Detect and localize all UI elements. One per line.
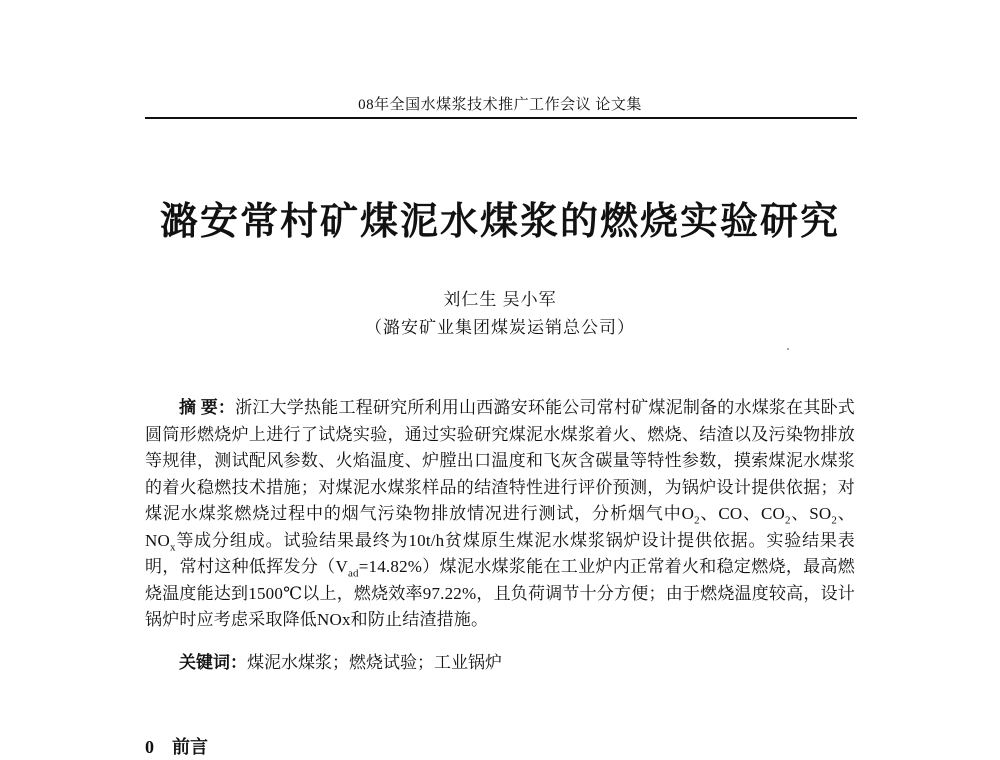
section-number: 0 xyxy=(145,737,154,757)
abstract-so2-subscript: 2 xyxy=(831,514,838,527)
keywords-label: 关键词： xyxy=(179,653,247,672)
paper-authors: 刘仁生 吴小军 xyxy=(443,290,557,309)
abstract-text-3: 、SO xyxy=(790,504,832,523)
header-rule xyxy=(145,117,857,119)
keywords-line xyxy=(179,650,839,676)
paper-affiliation: （潞安矿业集团煤炭运销总公司） xyxy=(365,318,635,337)
abstract-paragraph xyxy=(145,395,855,634)
section-title: 前言 xyxy=(172,737,208,757)
keywords-text: 煤泥水煤浆；燃烧试验；工业锅炉 xyxy=(247,653,502,672)
abstract-nox-subscript: x xyxy=(169,540,176,553)
running-header: 08年全国水煤浆技术推广工作会议 论文集 xyxy=(358,97,642,113)
abstract-co2-subscript: 2 xyxy=(784,514,791,527)
abstract-text-4: 、NO xyxy=(145,504,855,550)
paper-title: 潞安常村矿煤泥水煤浆的燃烧实验研究 xyxy=(159,201,840,243)
abstract-o2-subscript: 2 xyxy=(694,514,700,527)
abstract-text-1: 浙江大学热能工程研究所利用山西潞安环能公司常村矿煤泥制备的水煤浆在其卧式圆筒形燃烧炉上进行了试烧实验，通过实验研究煤泥水煤浆着火、燃烧、结渣以及污染物排放等规律，测试配风参数、火焰温度、炉膛出口温度和飞灰含碳量等特性参数，摸索煤泥水煤浆的着火稳燃技术措施；对煤泥水煤浆样品的结渣特性进行评价预测，为锅炉设计提供依据；对煤泥水煤浆燃烧过程中的烟气污染物排放情况进行测试，分析烟气中O xyxy=(145,398,855,523)
abstract-text-2: 、CO、CO xyxy=(699,504,785,523)
abstract-label: 摘 要： xyxy=(179,398,236,417)
abstract-text-5: 等成分组成。试验结果最终为10t/h贫煤原生煤泥水煤浆锅炉设计提供依据。实验结果表明，常村这种低挥发分（V xyxy=(145,530,855,576)
section-heading xyxy=(145,733,208,759)
scan-speck xyxy=(787,348,789,350)
abstract-text-6: =14.82%）煤泥水煤浆能在工业炉内正常着火和稳定燃烧，最高燃烧温度能达到1500℃以上，燃烧效率97.22%，且负荷调节十分方便；由于燃烧温度较高，设计锅炉时应考虑采取降低NOx和防止结渣措施。 xyxy=(145,557,855,629)
abstract-vad-subscript: ad xyxy=(347,567,359,580)
